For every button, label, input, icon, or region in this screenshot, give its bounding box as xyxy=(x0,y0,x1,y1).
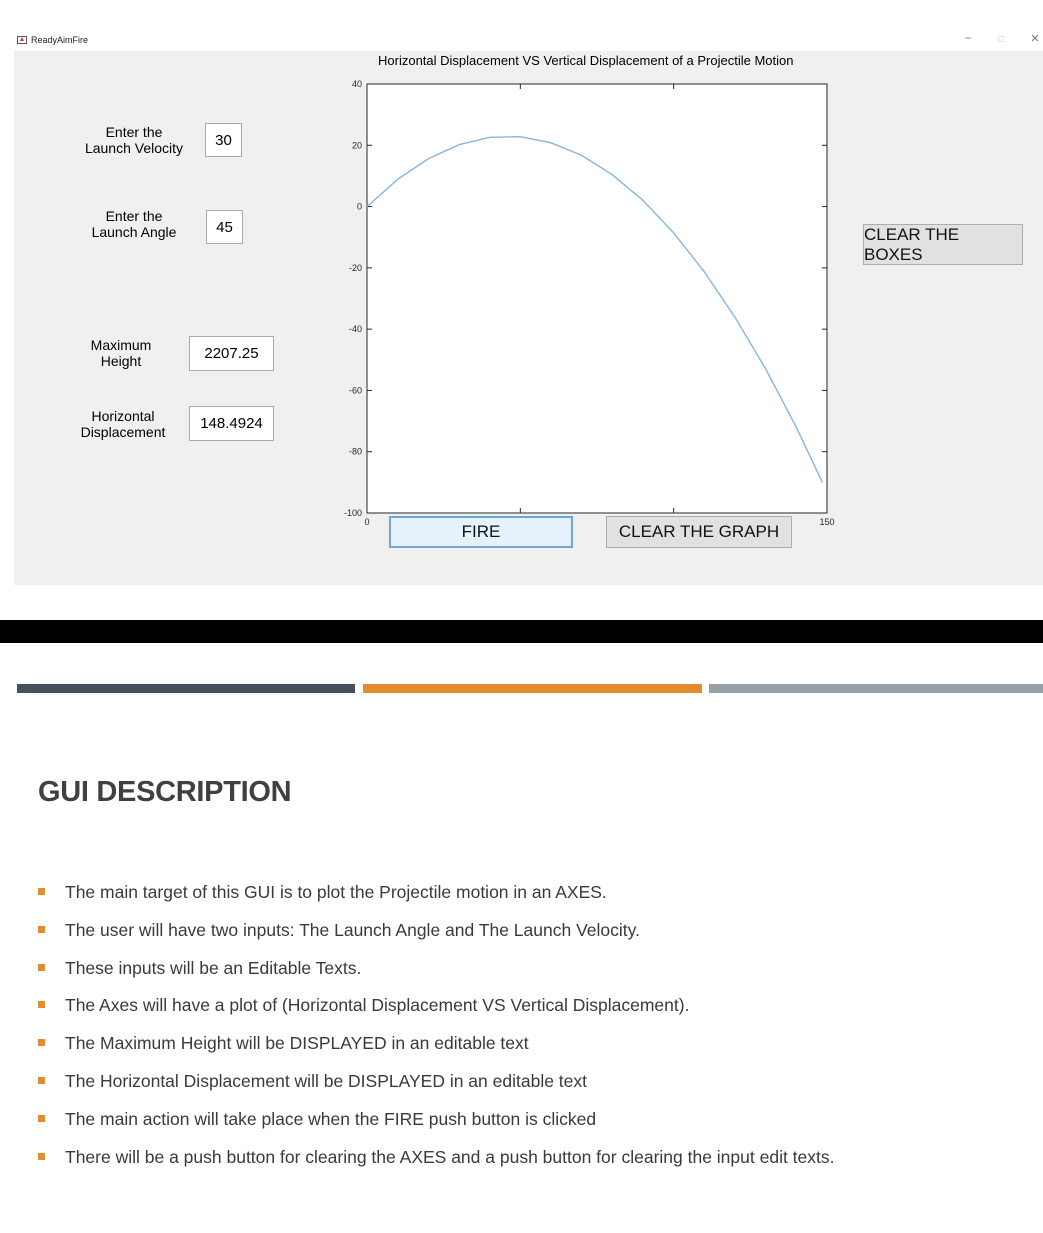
slide-heading: GUI DESCRIPTION xyxy=(38,776,292,808)
clear-boxes-button[interactable]: CLEAR THE BOXES xyxy=(863,224,1023,265)
description-list xyxy=(38,880,835,1182)
separator-band xyxy=(0,620,1043,643)
y-tick-label: -40 xyxy=(348,324,362,335)
max-height-field[interactable]: 2207.25 xyxy=(189,336,274,371)
bullet-icon xyxy=(38,926,45,933)
x-tick-label: 150 xyxy=(819,517,835,527)
clear-graph-button[interactable]: CLEAR THE GRAPH xyxy=(606,516,792,548)
bullet-icon xyxy=(38,1115,45,1122)
list-item: The Maximum Height will be DISPLAYED in an editable text xyxy=(38,1031,835,1069)
y-tick-label: 40 xyxy=(351,79,362,89)
list-item: The main action will take place when the FIRE push button is clicked xyxy=(38,1107,835,1145)
list-item: There will be a push button for clearing the AXES and a push button for clearing the input edit texts. xyxy=(38,1145,835,1183)
axes-box xyxy=(367,84,827,513)
horizontal-displacement-label: Horizontal Displacement xyxy=(80,408,166,440)
close-icon[interactable]: ✕ xyxy=(1030,33,1040,45)
bullet-icon xyxy=(38,1077,45,1084)
plot-title: Horizontal Displacement VS Vertical Displacement of a Projectile Motion xyxy=(378,53,794,68)
accent-bar-orange xyxy=(363,684,702,693)
y-tick-label: -80 xyxy=(348,446,362,457)
launch-velocity-label: Enter the Launch Velocity xyxy=(84,124,184,156)
projectile-axes xyxy=(330,70,850,540)
y-tick-label: -20 xyxy=(348,262,362,273)
minimize-icon[interactable]: – xyxy=(964,32,972,44)
accent-bar-dark xyxy=(17,684,355,693)
list-item: The main target of this GUI is to plot the Projectile motion in an AXES. xyxy=(38,880,835,918)
y-tick-label: -100 xyxy=(343,508,362,518)
fire-button[interactable]: FIRE xyxy=(389,516,573,548)
list-item: The Axes will have a plot of (Horizontal Displacement VS Vertical Displacement). xyxy=(38,993,835,1031)
matlab-figure-icon: ▲ xyxy=(18,36,26,43)
accent-bar-gray xyxy=(709,684,1043,693)
y-tick-label: 0 xyxy=(356,201,362,212)
bullet-icon xyxy=(38,964,45,971)
title-bar xyxy=(0,30,1043,50)
list-item: The user will have two inputs: The Launch Angle and The Launch Velocity. xyxy=(38,918,835,956)
window-title: ReadyAimFire xyxy=(31,35,89,45)
bullet-icon xyxy=(38,1039,45,1046)
bullet-icon xyxy=(38,888,45,895)
list-item: These inputs will be an Editable Texts. xyxy=(38,956,835,994)
y-tick-label: 20 xyxy=(351,140,362,151)
bullet-icon xyxy=(38,1153,45,1160)
max-height-label: Maximum Height xyxy=(90,337,152,369)
launch-angle-label: Enter the Launch Angle xyxy=(91,208,177,240)
x-tick-label: 0 xyxy=(364,517,370,527)
list-item: The Horizontal Displacement will be DISPLAYED in an editable text xyxy=(38,1069,835,1107)
launch-angle-input[interactable]: 45 xyxy=(206,210,243,244)
bullet-icon xyxy=(38,1001,45,1008)
launch-velocity-input[interactable]: 30 xyxy=(205,123,242,157)
y-tick-label: -60 xyxy=(348,385,362,396)
horizontal-displacement-field[interactable]: 148.4924 xyxy=(189,406,274,441)
maximize-icon[interactable]: □ xyxy=(998,34,1004,44)
